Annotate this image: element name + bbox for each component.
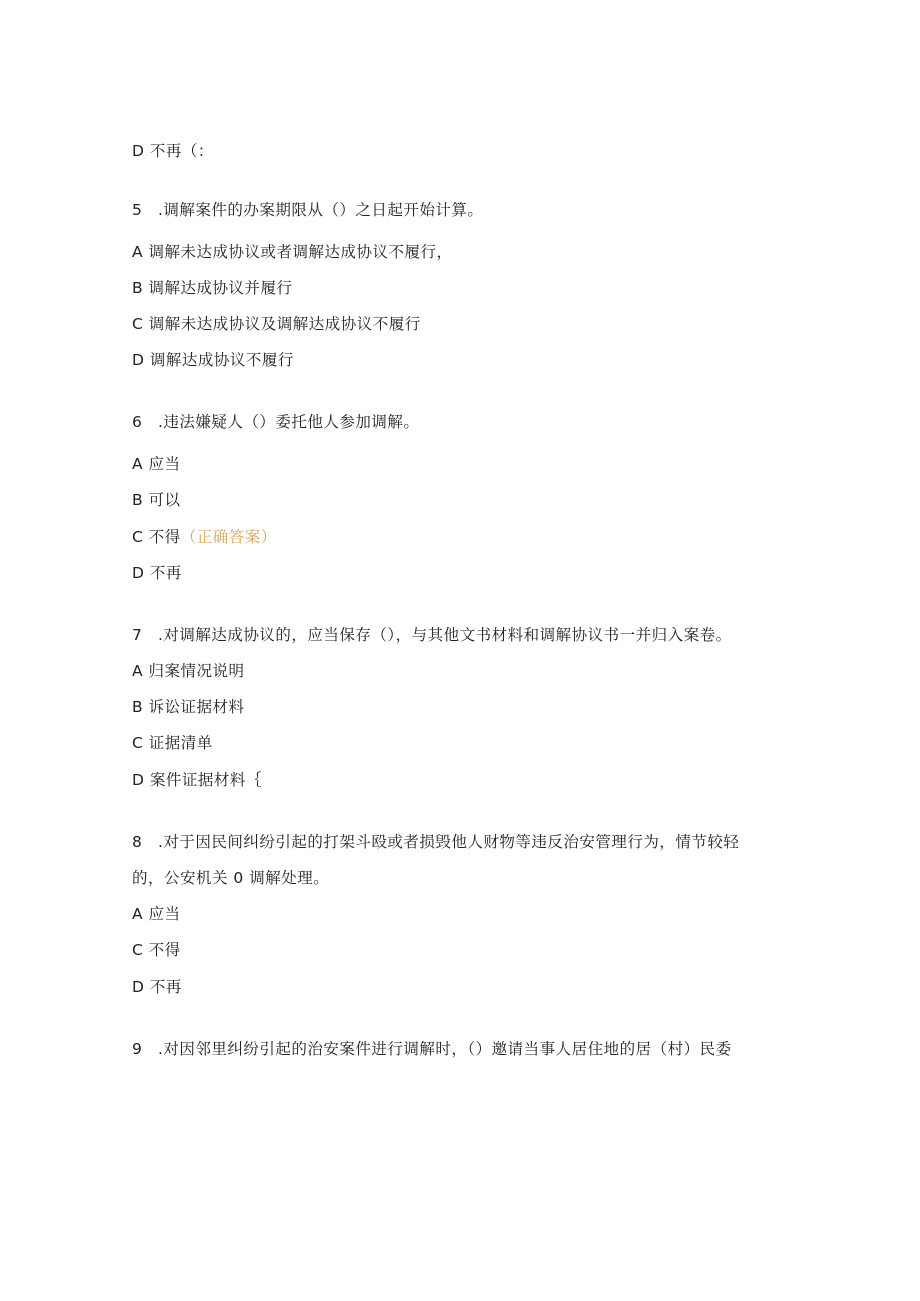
option-text: A 应当	[132, 905, 181, 923]
option-text: D 案件证据材料｛	[132, 771, 262, 789]
option-text: A 应当	[132, 455, 181, 473]
question-9	[132, 1039, 792, 1059]
option-line	[132, 141, 792, 161]
option-text: B 可以	[132, 491, 181, 509]
question-text: .对调解达成协议的，应当保存（），与其他文书材料和调解协议书一并归入案卷。	[158, 626, 732, 644]
option-line	[132, 977, 792, 997]
option-text: D 不再（：	[132, 142, 214, 160]
question-8-continued	[132, 868, 792, 888]
option-line	[132, 661, 792, 681]
option-line	[132, 242, 792, 262]
option-line	[132, 314, 792, 334]
question-6	[132, 412, 792, 432]
correct-answer-hint: （正确答案）	[180, 528, 277, 546]
question-text: .对于因民间纠纷引起的打架斗殴或者损毁他人财物等违反治安管理行为，情节较轻	[158, 833, 740, 851]
option-line	[132, 770, 792, 790]
option-text: B 诉讼证据材料	[132, 698, 245, 716]
question-number: 8	[132, 833, 143, 851]
question-text: .对因邻里纠纷引起的治安案件进行调解时，（）邀请当事人居住地的居（村）民委	[158, 1040, 732, 1058]
option-line	[132, 904, 792, 924]
option-text: C 调解未达成协议及调解达成协议不履行	[132, 315, 421, 333]
question-number: 6	[132, 413, 143, 431]
option-text: C 不得	[132, 941, 181, 959]
option-text: D 不再	[132, 978, 182, 996]
option-line	[132, 278, 792, 298]
question-8	[132, 832, 792, 852]
option-text: C 证据清单	[132, 734, 213, 752]
question-text: 的，公安机关 0 调解处理。	[132, 869, 330, 887]
question-text: .调解案件的办案期限从（）之日起开始计算。	[158, 201, 484, 219]
option-line	[132, 563, 792, 583]
option-text: B 调解达成协议并履行	[132, 279, 293, 297]
question-text: .违法嫌疑人（）委托他人参加调解。	[158, 413, 420, 431]
option-line-correct	[132, 527, 792, 547]
question-number: 7	[132, 626, 143, 644]
option-text: A 归案情况说明	[132, 662, 245, 680]
question-5	[132, 200, 792, 220]
option-text: C 不得	[132, 528, 181, 546]
question-7	[132, 625, 792, 645]
option-line	[132, 490, 792, 510]
option-text: A 调解未达成协议或者调解达成协议不履行，	[132, 243, 453, 261]
question-number: 5	[132, 201, 143, 219]
question-number: 9	[132, 1040, 143, 1058]
option-line	[132, 733, 792, 753]
option-text: D 不再	[132, 564, 182, 582]
option-line	[132, 350, 792, 370]
option-line	[132, 697, 792, 717]
option-line	[132, 940, 792, 960]
option-line	[132, 454, 792, 474]
option-text: D 调解达成协议不履行	[132, 351, 294, 369]
